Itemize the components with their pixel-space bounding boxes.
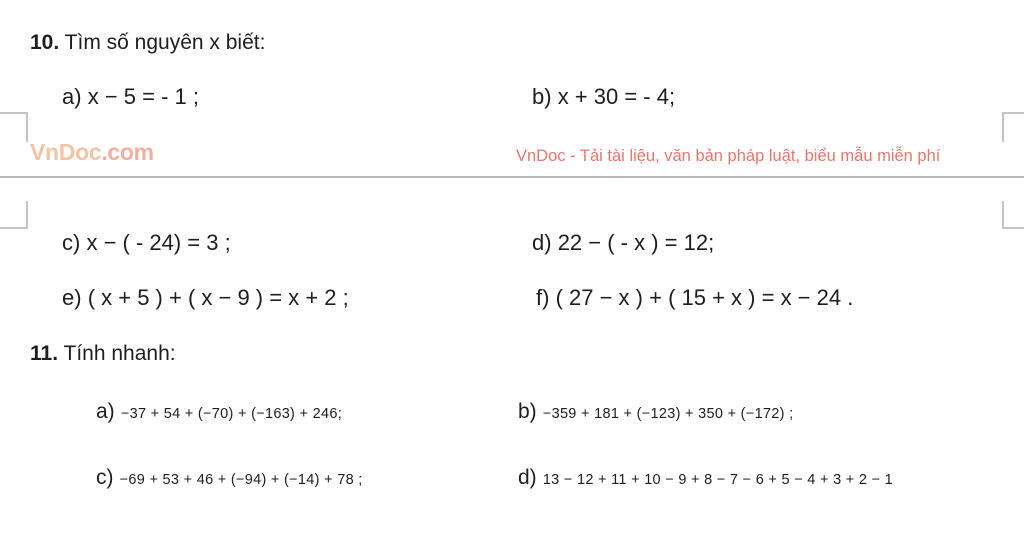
crop-mark-top-right — [1002, 112, 1024, 142]
item-label: a) — [62, 84, 82, 109]
exercise-11-heading — [30, 341, 176, 367]
item-expression: ( x + 5 ) + ( x − 9 ) = x + 2 ; — [87, 285, 349, 310]
page-break-divider — [0, 176, 1024, 178]
item-expression: 22 − ( - x ) = 12; — [557, 230, 715, 255]
vndoc-logo — [30, 139, 154, 166]
item-expression: x − 5 = - 1 ; — [87, 84, 199, 109]
exercise-10-item-d — [532, 230, 714, 256]
exercise-10-item-f — [536, 285, 853, 311]
exercise-10-item-b — [532, 84, 675, 110]
exercise-10-title: Tìm số nguyên x biết: — [64, 31, 266, 54]
item-expression: x + 30 = - 4; — [557, 84, 676, 109]
logo-main: VnDoc — [30, 139, 102, 165]
exercise-10-heading — [30, 30, 265, 56]
exercise-10-item-c — [62, 230, 231, 256]
exercise-11-number: 11. — [30, 342, 59, 365]
crop-mark-bottom-right — [1002, 201, 1024, 229]
item-expression: x − ( - 24) = 3 ; — [86, 230, 231, 255]
item-label: a) — [96, 400, 115, 423]
footer-tagline: VnDoc - Tải tài liệu, văn bản pháp luật, biểu mẫu miễn phí — [516, 147, 941, 165]
crop-mark-bottom-left — [0, 201, 28, 229]
item-expression: ( 27 − x ) + ( 15 + x ) = x − 24 . — [555, 285, 854, 310]
logo-domain: .com — [101, 139, 154, 165]
item-expression: 13 − 12 + 11 + 10 − 9 + 8 − 7 − 6 + 5 − 4 + 3 + 2 − 1 — [542, 472, 894, 488]
item-label: d) — [518, 466, 537, 489]
crop-mark-top-left — [0, 112, 28, 142]
exercise-10-item-a — [62, 84, 199, 110]
exercise-11-item-c — [96, 464, 363, 493]
item-label: d) — [532, 230, 552, 255]
exercise-11-title: Tính nhanh: — [63, 342, 176, 365]
item-label: c) — [62, 230, 81, 255]
item-label: c) — [96, 466, 114, 489]
exercise-11-item-a — [96, 398, 342, 427]
item-expression: −359 + 181 + (−123) + 350 + (−172) ; — [542, 406, 794, 422]
exercise-10-item-e — [62, 285, 349, 311]
item-label: f) — [536, 285, 550, 310]
item-expression: −37 + 54 + (−70) + (−163) + 246; — [120, 406, 343, 422]
exercise-10-number: 10. — [30, 31, 60, 54]
item-label: b) — [532, 84, 552, 109]
item-expression: −69 + 53 + 46 + (−94) + (−14) + 78 ; — [119, 472, 363, 488]
exercise-11-item-b — [518, 398, 793, 427]
item-label: e) — [62, 285, 82, 310]
item-label: b) — [518, 400, 537, 423]
exercise-11-item-d — [518, 464, 893, 493]
